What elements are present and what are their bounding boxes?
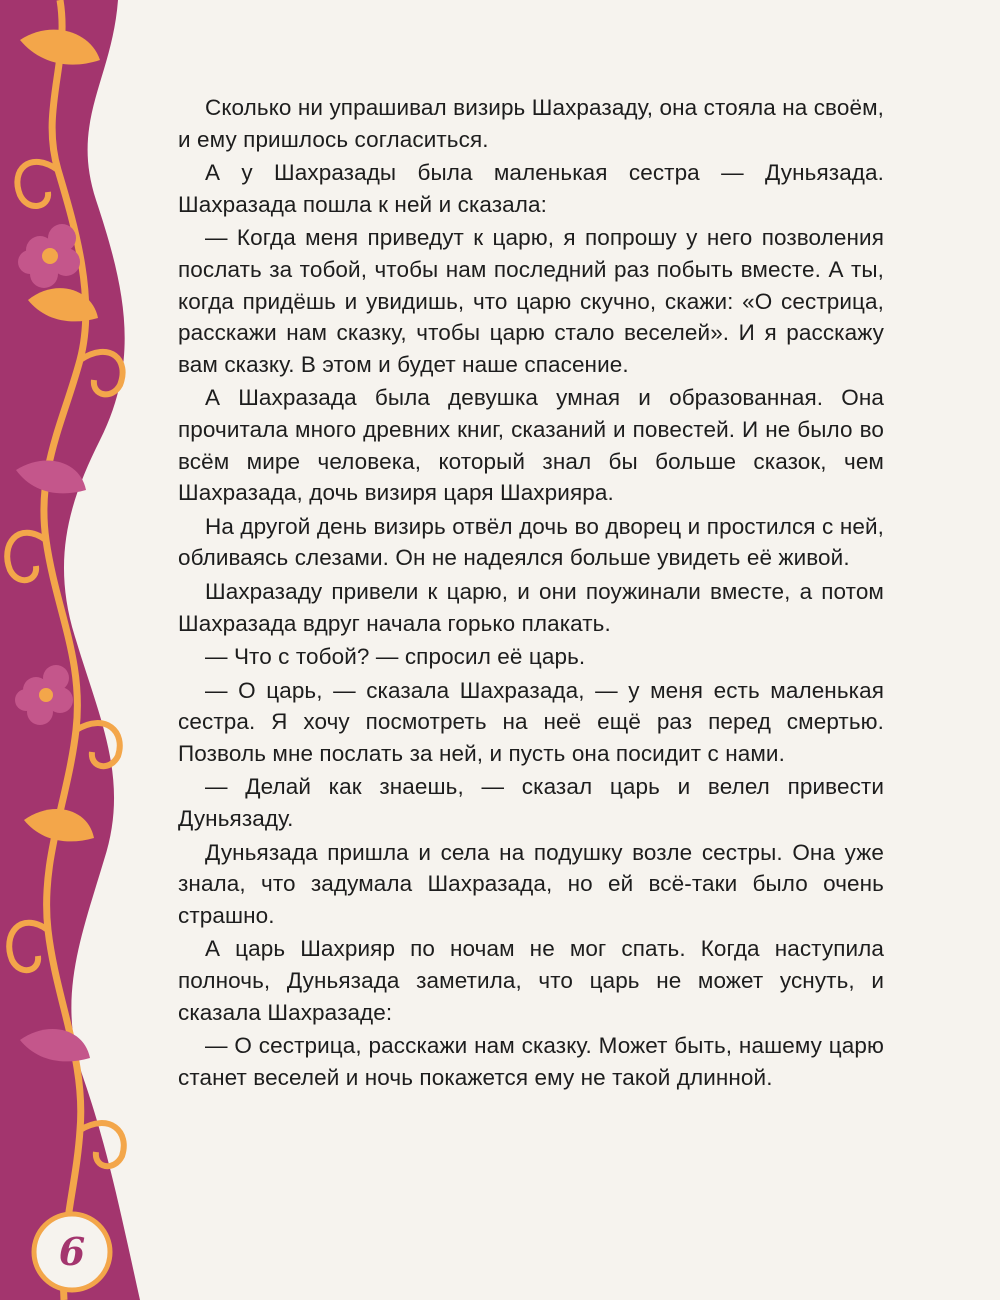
paragraph: Шахразаду привели к царю, и они поужинали вместе, а потом Шахразада вдруг начала горько плакать.: [178, 578, 884, 636]
paragraph: А царь Шахрияр по ночам не мог спать. Когда наступила полночь, Дуньязада заметила, что царь не может уснуть, и сказала Шахразаде:: [178, 936, 884, 1025]
paragraph: А у Шахразады была маленькая сестра — Дуньязада. Шахразада пошла к ней и сказала:: [178, 160, 884, 217]
paragraph: — О царь, — сказала Шахразада, — у меня есть маленькая сестра. Я хочу посмотреть на неё ещё раз перед смертью. Позволь мне послать за ней, и пусть она посидит с нами.: [178, 677, 884, 766]
paragraph: Сколько ни упрашивал визирь Шахразаду, она стояла на своём, и ему пришлось согласиться.: [178, 95, 884, 152]
paragraph: — Что с тобой? — спросил её царь.: [205, 644, 586, 670]
page-number: 6: [58, 1229, 86, 1274]
paragraph: — Делай как знаешь, — сказал царь и велел привести Дуньязаду.: [178, 774, 884, 832]
paragraph: Дуньязада пришла и села на подушку возле сестры. Она уже знала, что задумала Шахразада, но ей всё-таки было очень страшно.: [178, 839, 884, 928]
paragraph: — Когда меня приведут к царю, я попрошу у него позволения послать за тобой, чтобы нам последний раз побыть вместе. А ты, когда придёшь и увидишь, что царю скучно, скажи: «О сестрица, расскажи нам сказку, чтобы царю стало веселей». И я расскажу вам сказку. В этом и будет наше спасение.: [178, 225, 884, 377]
paragraph: А Шахразада была девушка умная и образованная. Она прочитала много древних книг, сказаний и повестей. И не было во всём мире человека, который знал бы больше сказок, чем Шахразада, дочь визиря царя Шахрияра.: [178, 385, 884, 506]
floral-border-icon: [0, 0, 170, 1300]
story-text: [178, 92, 884, 1095]
paragraph: — О сестрица, расскажи нам сказку. Может быть, нашему царю станет веселей и ночь покажется ему не такой длинной.: [178, 1033, 884, 1090]
paragraph: На другой день визирь отвёл дочь во дворец и простился с ней, обливаясь слезами. Он не надеялся больше увидеть её живой.: [178, 513, 884, 571]
